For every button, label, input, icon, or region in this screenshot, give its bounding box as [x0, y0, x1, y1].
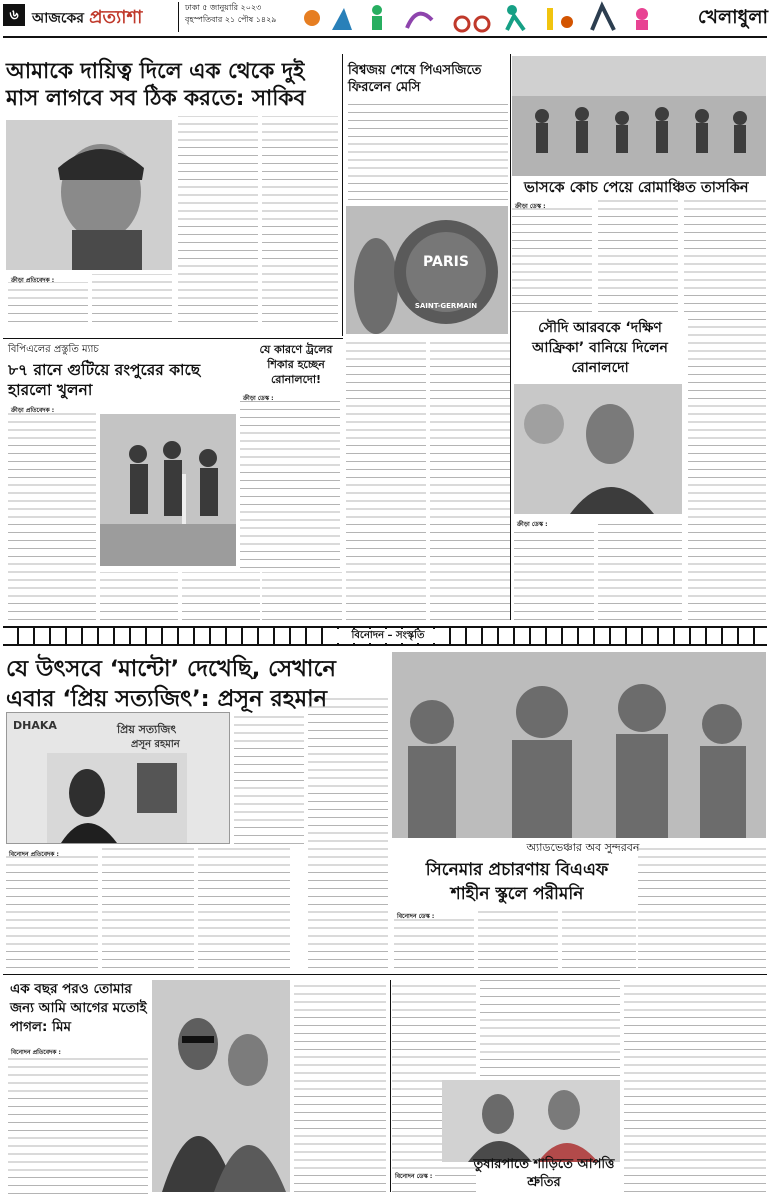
troll-byline: ক্রীড়া ডেস্ক : [240, 392, 277, 405]
prasun-poster [6, 712, 230, 844]
mim-couple-photo [152, 980, 290, 1192]
messi-body [348, 100, 508, 200]
taskin-training-photo [512, 56, 766, 176]
prasun-body-col-4 [234, 712, 304, 844]
taskin-body-col-1 [512, 208, 592, 312]
khulna-body-col-2 [100, 572, 178, 620]
row-rule-1 [3, 338, 343, 339]
sports-pictograms-icon [292, 0, 670, 36]
troll-body-col-2 [346, 342, 426, 620]
mim-byline: বিনোদন প্রতিবেদক : [8, 1046, 64, 1059]
sakib-body-col-2 [92, 274, 172, 322]
cricket-batsman-icon [100, 414, 236, 566]
date-line-2: বৃহস্পতিবার ২১ পৌষ ১৪২৯ [185, 15, 277, 24]
page-header [0, 0, 770, 44]
psg-crest-text-bottom: SAINT-GERMAIN [414, 302, 478, 310]
khulna-match-photo [100, 414, 236, 566]
sakib-body-col-3 [178, 116, 258, 322]
pori-kicker: অ্যাডভেঞ্চার অব সুন্দরবন [526, 841, 640, 854]
sakib-byline: ক্রীড়া প্রতিবেদক : [8, 274, 57, 287]
pori-headline: সিনেমার প্রচারণায় বিএএফ শাহীন স্কুলে পরীমনি [425, 860, 609, 904]
pori-body-right [638, 842, 766, 968]
poster-director: প্রসূন রহমান [131, 739, 180, 750]
khulna-body-col-1 [8, 412, 96, 620]
srabanti-body-col-3 [624, 980, 766, 1192]
col-rule-c [390, 980, 391, 1192]
pori-event-photo [392, 652, 766, 838]
prasun-body-col-1 [6, 856, 98, 968]
pori-byline: বিনোদন ডেস্ক : [394, 910, 437, 923]
mim-body-col-1 [8, 1054, 148, 1194]
ronaldo-byline: ক্রীড়া ডেস্ক : [514, 518, 551, 531]
prasun-body-col-3 [198, 848, 290, 968]
page-number: ৬ [3, 4, 25, 26]
crowd-event-icon [392, 652, 766, 838]
pori-body-col-2 [478, 910, 558, 968]
srabanti-photo [442, 1080, 620, 1162]
col-rule-b [510, 54, 511, 620]
couple-portrait-icon [152, 980, 290, 1192]
date-block [178, 2, 288, 32]
taskin-byline: ক্রীড়া ডেস্ক : [512, 200, 549, 213]
srabanti-body-col-2 [480, 980, 620, 1076]
ronaldo-body-col-1 [514, 526, 594, 620]
newspaper-logo [32, 3, 167, 29]
psg-crest-icon [346, 206, 508, 334]
poster-festival-logo: DHAKA [13, 719, 57, 732]
taskin-body-col-2 [598, 200, 678, 312]
troll-body-col-1 [240, 400, 340, 568]
ronaldo-photo [514, 384, 682, 514]
pori-body-col-3 [562, 910, 636, 968]
khulna-byline: ক্রীড়া প্রতিবেদক : [8, 404, 57, 417]
logo-prefix: আজকের [32, 10, 84, 27]
srabanti-byline: বিনোদন ডেস্ক : [392, 1170, 435, 1183]
prasun-body-col-2 [102, 848, 194, 968]
srabanti-headline: তুষারপাতে শাড়িতে আপত্তি শ্রুতির [473, 1157, 615, 1190]
ronaldo-body-col-3 [688, 318, 766, 620]
date-line-1: ঢাকা ৫ জানুয়ারি ২০২৩ [185, 3, 262, 12]
poster-portrait-icon [47, 753, 187, 843]
prasun-headline: যে উৎসবে ‘মান্টো’ দেখেছি, সেখানে এবার ‘প্রিয় সত্যজিৎ’: প্রসূন রহমান [6, 656, 336, 712]
row-rule-2 [3, 974, 767, 975]
khulna-body-col-3 [182, 572, 260, 620]
col-rule-a [342, 54, 343, 336]
sakib-photo [6, 120, 172, 270]
mim-headline: এক বছর পরও তোমার জন্য আমি আগের মতোই পাগল: মিম [10, 981, 147, 1035]
prasun-byline: বিনোদন প্রতিবেদক : [6, 848, 62, 861]
pori-body-col-1 [394, 918, 474, 968]
prasun-body-col-5 [308, 694, 388, 968]
ronaldo-headline: সৌদি আরবকে ‘দক্ষিণ আফ্রিকা’ বানিয়ে দিলেন রোনালদো [532, 320, 668, 376]
poster-title: প্রিয় সত্যজিৎ [117, 723, 177, 736]
ronaldo-body-col-2 [598, 518, 682, 620]
messi-psg-photo [346, 206, 508, 334]
taskin-body-col-3 [684, 200, 766, 312]
taskin-headline: ভাসকে কোচ পেয়ে রোমাঞ্চিত তাসকিন [524, 180, 749, 196]
khulna-kicker: বিপিএলের প্রস্তুতি ম্যাচ [8, 344, 99, 355]
sakib-body-col-4 [262, 116, 338, 322]
mim-body-col-2 [294, 980, 386, 1192]
section-title: খেলাধুলা [697, 6, 768, 28]
section-divider [3, 626, 767, 646]
messi-headline: বিশ্বজয় শেষে পিএসজিতে ফিরলেন মেসি [348, 63, 482, 95]
snow-saree-icon [442, 1080, 620, 1162]
khulna-body-col-4 [262, 572, 342, 620]
sakib-body-col-1 [8, 282, 88, 322]
team-training-icon [512, 56, 766, 176]
header-rule [3, 36, 767, 38]
cricketer-portrait-icon [6, 120, 172, 270]
troll-headline: যে কারণে ট্রলের শিকার হচ্ছেন রোনালদো! [259, 343, 333, 386]
logo-suffix: প্রত্যাশা [89, 7, 143, 28]
troll-body-col-3 [430, 342, 510, 620]
ronaldo-portrait-icon [514, 384, 682, 514]
sakib-headline: আমাকে দায়িত্ব দিলে এক থেকে দুই মাস লাগবে সব ঠিক করতে: সাকিব [6, 59, 306, 111]
divider-section-label: বিনোদন – সংস্কৃতি [333, 629, 443, 643]
psg-crest-text-top: PARIS [423, 254, 469, 270]
khulna-headline: ৮৭ রানে গুটিয়ে রংপুরের কাছে হারলো খুলনা [8, 361, 201, 399]
